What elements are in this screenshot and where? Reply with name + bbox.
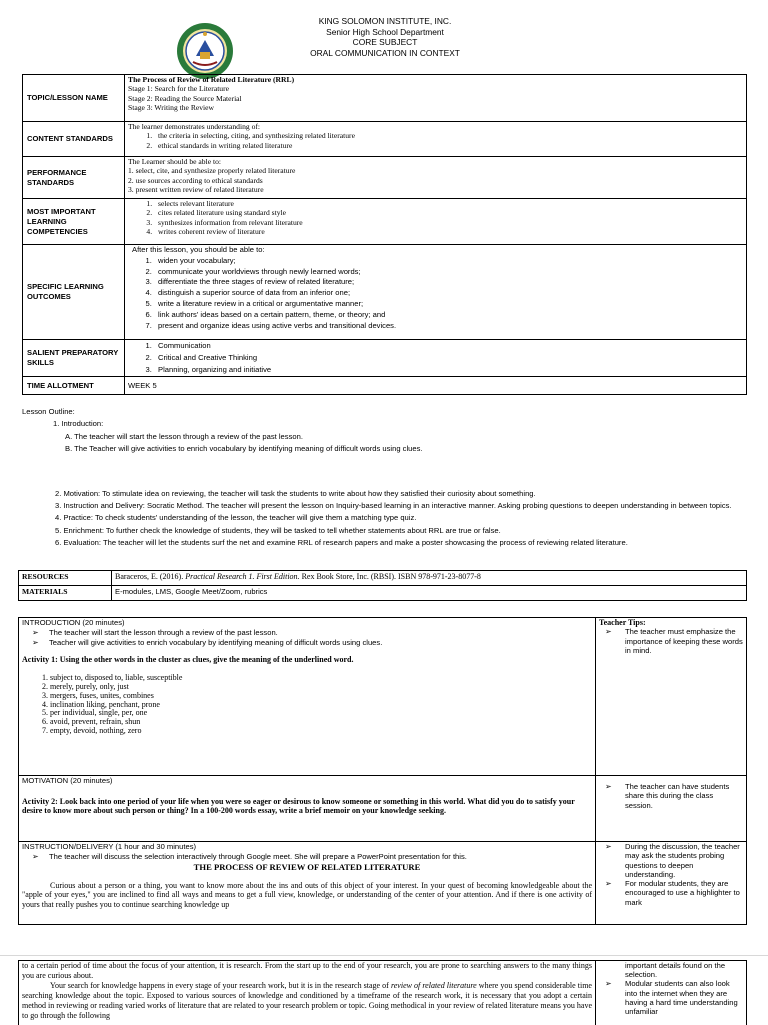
list-item: 5. per individual, single, per, one (50, 709, 592, 718)
content-standards-label: CONTENT STANDARDS (23, 122, 125, 157)
resources-table (18, 570, 747, 601)
continued-text-cell (19, 961, 596, 1025)
time-row (23, 377, 747, 395)
subject-name: ORAL COMMUNICATION IN CONTEXT (270, 48, 500, 59)
stage-3: Stage 3: Writing the Review (128, 103, 743, 112)
skills-value (125, 340, 747, 377)
list-item: ➢ The teacher will discuss the selection interactively through Google meet. She will prepare a PowerPoint presentation for this. (22, 852, 592, 862)
continued-paragraph: to a certain period of time about the focus of your attention, it is research. From the start up to the end of your research, you are prone to searching answers to the many things you are curious about. (22, 961, 592, 981)
outcomes-row (23, 245, 747, 340)
outline-intro-label: 1. Introduction: (22, 418, 747, 430)
document-page-2 (0, 955, 768, 1025)
list-item: 4. writes coherent review of literature (154, 227, 743, 236)
instruction-bullets (22, 852, 592, 862)
list-item: 7. empty, devoid, nothing, zero (50, 727, 592, 736)
skills-label: SALIENT PREPARATORY SKILLS (23, 340, 125, 377)
list-item: 3. differentiate the three stages of review of related literature; (154, 277, 743, 288)
motivation-cell (19, 776, 596, 842)
materials-value: E-modules, LMS, Google Meet/Zoom, rubrics (112, 586, 747, 601)
list-item: 2. use sources according to ethical standards (128, 176, 743, 185)
motivation-row (19, 776, 747, 842)
lesson-info-table (22, 74, 747, 395)
performance-standards-value (125, 157, 747, 199)
list-item: ➢ For modular students, they are encouraged to use a highlighter to mark (599, 879, 743, 907)
topic-title: The Process of Review of Related Literature (RRL) (128, 75, 743, 84)
document-header (270, 16, 500, 58)
list-item: 2. cites related literature using standard style (154, 208, 743, 217)
list-item: 1. the criteria in selecting, citing, and synthesizing related literature (154, 131, 743, 140)
continued-row (19, 961, 747, 1025)
skills-list (128, 340, 743, 376)
continued-table (18, 960, 747, 1025)
list-item: ➢ Modular students can also look into the internet when they are having a hard time understanding unfamiliar (599, 979, 743, 1016)
materials-label: MATERIALS (19, 586, 112, 601)
motivation-tips-cell (596, 776, 747, 842)
motivation-heading: MOTIVATION (20 minutes) (22, 776, 592, 786)
outcomes-list (128, 256, 743, 332)
competencies-label: MOST IMPORTANT LEARNING COMPETENCIES (23, 199, 125, 245)
tip-continuation: important details found on the selection. (599, 961, 743, 979)
topic-label: TOPIC/LESSON NAME (23, 75, 125, 122)
continued-tips (599, 979, 743, 1016)
list-item: 1. select, cite, and synthesize properly related literature (128, 166, 743, 175)
outline-intro-a: A. The teacher will start the lesson through a review of the past lesson. (22, 431, 747, 443)
stage-2: Stage 2: Reading the Source Material (128, 94, 743, 103)
list-item: ➢ During the discussion, the teacher may ask the students probing questions to deepen understanding. (599, 842, 743, 879)
list-item: 3. Planning, organizing and initiative (154, 364, 743, 376)
list-item: ➢ The teacher will start the lesson through a review of the past lesson. (22, 628, 592, 638)
list-item: 4. distinguish a superior source of data from an inferior one; (154, 288, 743, 299)
resources-label: RESOURCES (19, 571, 112, 586)
intro-tips (599, 627, 743, 655)
introduction-row (19, 618, 747, 776)
instruction-cell (19, 842, 596, 925)
outline-heading: Lesson Outline: (22, 406, 747, 418)
list-item: ➢ The teacher must emphasize the importance of keeping these words in mind. (599, 627, 743, 655)
list-item: 2. merely, purely, only, just (50, 683, 592, 692)
list-item: 6. avoid, prevent, refrain, shun (50, 718, 592, 727)
selection-title: THE PROCESS OF REVIEW OF RELATED LITERATURE (22, 862, 592, 872)
lesson-body-table (18, 617, 747, 925)
list-item: 1. selects relevant literature (154, 199, 743, 208)
content-standards-row (23, 122, 747, 157)
list-item: 2. communicate your worldviews through newly learned words; (154, 267, 743, 278)
subject-type: CORE SUBJECT (270, 37, 500, 48)
performance-standards-row (23, 157, 747, 199)
outline-step: 5. Enrichment: To further check the knowledge of students, they will be tasked to tell whether statements about RRL are true or false. (22, 525, 747, 537)
list-item: 3. mergers, fuses, unites, combines (50, 692, 592, 701)
outcomes-value (125, 245, 747, 340)
page-gap (0, 943, 768, 955)
resources-value: Baraceros, E. (2016). Practical Research 1. First Edition. Rex Book Store, Inc. (RBSI). ISBN 978-971-23-8077-8 (112, 571, 747, 586)
time-value: WEEK 5 (125, 377, 747, 395)
school-seal-logo (176, 22, 234, 80)
list-item: 4. inclination liking, penchant, prone (50, 701, 592, 710)
introduction-cell (19, 618, 596, 776)
instruction-tips-cell (596, 842, 747, 925)
introduction-heading: INTRODUCTION (20 minutes) (22, 618, 592, 628)
list-item: ➢ Teacher will give activities to enrich vocabulary by identifying meaning of difficult words using clues. (22, 638, 592, 648)
content-standards-value (125, 122, 747, 157)
performance-standards-label: PERFORMANCE STANDARDS (23, 157, 125, 199)
competencies-row (23, 199, 747, 245)
review-paragraph: Your search for knowledge happens in every stage of your research work, but it is in the research stage of review of related literature where you spend considerable time searching knowledge about the topic. Exposed to various sources of knowledge and conditioned by a timeframe of the research work, it is necessary that you adopt a certain method in reviewing or reading varied works of literature that are related to your research problem or topic. Going methodical in your review of related literature means you have to go through the following (22, 981, 592, 1021)
instruction-heading: INSTRUCTION/DELIVERY (1 hour and 30 minutes) (22, 842, 592, 852)
intro-tips-cell (596, 618, 747, 776)
list-item: 3. synthesizes information from relevant literature (154, 218, 743, 227)
vocabulary-list (22, 674, 592, 736)
competencies-value (125, 199, 747, 245)
outcomes-label: SPECIFIC LEARNING OUTCOMES (23, 245, 125, 340)
department-name: Senior High School Department (270, 27, 500, 38)
outline-step: 4. Practice: To check students' understanding of the lesson, the teacher will give them a matching type quiz. (22, 512, 747, 524)
list-item: The Learner should be able to: (128, 157, 743, 166)
introduction-bullets (22, 628, 592, 648)
outline-step: 2. Motivation: To stimulate idea on reviewing, the teacher will task the students to write about how they satisfied their curiosity about something. (22, 488, 747, 500)
motivation-tips (599, 782, 743, 810)
topic-row (23, 75, 747, 122)
content-standards-list (128, 131, 743, 150)
content-standards-intro: The learner demonstrates understanding of: (128, 122, 743, 131)
list-item: 1. Communication (154, 340, 743, 352)
list-item: 3. present written review of related literature (128, 185, 743, 194)
instruction-row (19, 842, 747, 925)
stage-1: Stage 1: Search for the Literature (128, 84, 743, 93)
activity-1-instruction: Activity 1: Using the other words in the cluster as clues, give the meaning of the underlined word. (22, 655, 592, 664)
institute-name: KING SOLOMON INSTITUTE, INC. (270, 16, 500, 27)
list-item: 5. write a literature review in a critical or argumentative manner; (154, 299, 743, 310)
outline-step: 3. Instruction and Delivery: Socratic Method. The teacher will present the lesson on Inquiry-based learning in an interactive manner. Asking probing questions to deepen understanding in between topics. (22, 500, 747, 512)
outline-step: 6. Evaluation: The teacher will let the students surf the net and examine RRL of research papers and make a poster showcasing the process of reviewing related literature. (22, 537, 747, 549)
skills-row (23, 340, 747, 377)
list-item: 1. subject to, disposed to, liable, susceptible (50, 674, 592, 683)
lesson-outline (22, 406, 747, 550)
materials-row (19, 586, 747, 601)
continued-tips-cell (596, 961, 747, 1025)
list-item: 2. Critical and Creative Thinking (154, 352, 743, 364)
outcomes-intro: After this lesson, you should be able to: (128, 245, 743, 256)
list-item: ➢ The teacher can have students share this during the class session. (599, 782, 743, 810)
topic-value (125, 75, 747, 122)
outline-intro-b: B. The Teacher will give activities to enrich vocabulary by identifying meaning of difficult words using clues. (22, 443, 747, 455)
list-item: 7. present and organize ideas using active verbs and transitional devices. (154, 321, 743, 332)
list-item: 1. widen your vocabulary; (154, 256, 743, 267)
activity-2-instruction: Activity 2: Look back into one period of your life when you were so eager or desirous to know someone or something in this world. What did you do to satisfy your desire to know more about such person or thing? In a 100-200 words essay, write a brief memoir on your knowledge seeking. (22, 797, 592, 816)
instruction-tips (599, 842, 743, 907)
resources-row (19, 571, 747, 586)
time-label: TIME ALLOTMENT (23, 377, 125, 395)
selection-paragraph: Curious about a person or a thing, you want to know more about the ins and outs of this object of your interest. In your quest of becoming knowledgeable about the "apple of your eyes," you are inclined to find all ways and means to get a full view, knowledge, or understanding of the center of your attention. And if there is one activity of yours that really pushes you to continue searching knowledge up (22, 881, 592, 910)
teacher-tips-title: Teacher Tips: (599, 618, 743, 627)
list-item: 6. link authors' ideas based on a certain pattern, theme, or theory; and (154, 310, 743, 321)
competencies-list (128, 199, 743, 237)
list-item: 2. ethical standards in writing related literature (154, 141, 743, 150)
